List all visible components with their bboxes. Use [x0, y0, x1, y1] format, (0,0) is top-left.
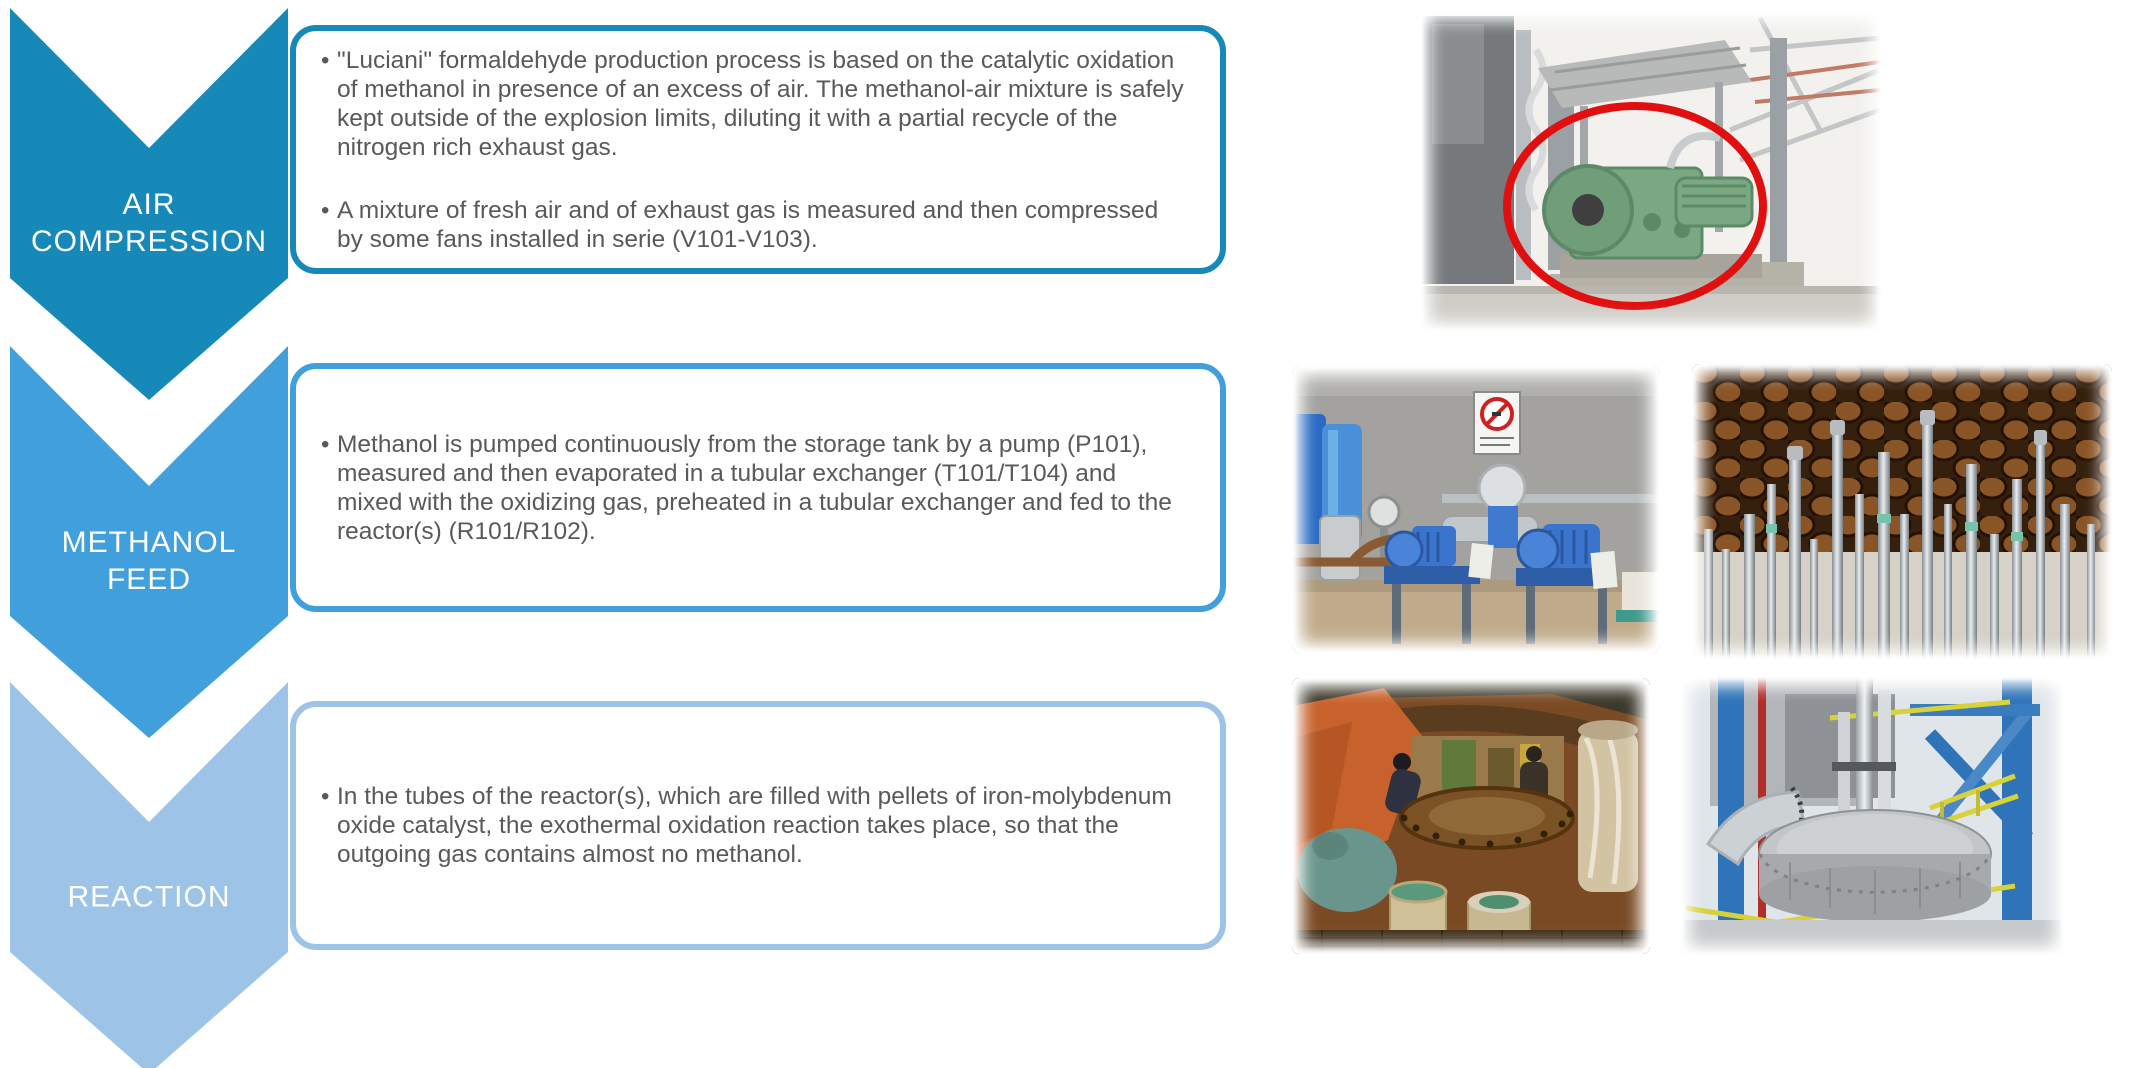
bullet-item: • Methanol is pumped continuously from the storage tank by a pump (P101), measured and then evaporated in a tubular exchanger (T101/T104) and mixed with the oxidizing gas, preheated in a tubular exchanger and fed to the reactor(s) (R101/R102). [320, 430, 1186, 546]
bullet-item: • In the tubes of the reactor(s), which are filled with pellets of iron-molybdenum oxide catalyst, the exothermal oxidation reaction takes place, so that the outgoing gas contains almost no methanol. [320, 782, 1186, 869]
methanol-pumps-photo [1292, 366, 1660, 653]
bullet-list [320, 196, 1186, 254]
chevron-arrow-shape [10, 682, 288, 1068]
bullet-item: • "Luciani" formaldehyde production process is based on the catalytic oxidation of methanol in presence of an excess of air. The methanol-air mixture is safely kept outside of the explosion limits, diluting it with a partial recycle of the nitrogen rich exhaust gas. [320, 46, 1186, 162]
air-compression-fan-photo [1420, 10, 1882, 332]
stage-label-line: AIR [122, 188, 176, 221]
bullet-list [320, 782, 1186, 869]
plant-fan-illustration [1420, 10, 1882, 332]
pumps-illustration [1292, 366, 1660, 653]
reaction-text-box [290, 701, 1226, 950]
stage-label-line: COMPRESSION [30, 225, 268, 258]
reactor-loading-illustration [1292, 678, 1650, 954]
chevron-methanol-feed [10, 346, 288, 738]
stage-label-reaction [10, 879, 288, 916]
reactor-loading-photo [1292, 678, 1650, 954]
bullet-item: • A mixture of fresh air and of exhaust gas is measured and then compressed by some fans installed in serie (V101-V103). [320, 196, 1186, 254]
reactor-tubes-photo [1692, 364, 2112, 660]
reactor-vessel-illustration [1680, 676, 2065, 956]
chevron-reaction [10, 682, 288, 1068]
stage-label-methanol-feed [10, 524, 288, 598]
reactor-vessel-photo [1680, 676, 2065, 956]
stage-label-line: FEED [106, 563, 191, 596]
chevron-polygon [10, 682, 288, 1068]
bullet-list [320, 46, 1186, 162]
stage-label-line: REACTION [67, 880, 231, 914]
chevron-air-compression [10, 8, 288, 400]
bullet-list [320, 430, 1186, 546]
air-compression-text-box [290, 25, 1226, 274]
methanol-feed-text-box [290, 363, 1226, 612]
tube-sheet-illustration [1692, 364, 2112, 660]
stage-label-air-compression [10, 186, 288, 260]
stage-label-line: METHANOL [61, 526, 237, 559]
